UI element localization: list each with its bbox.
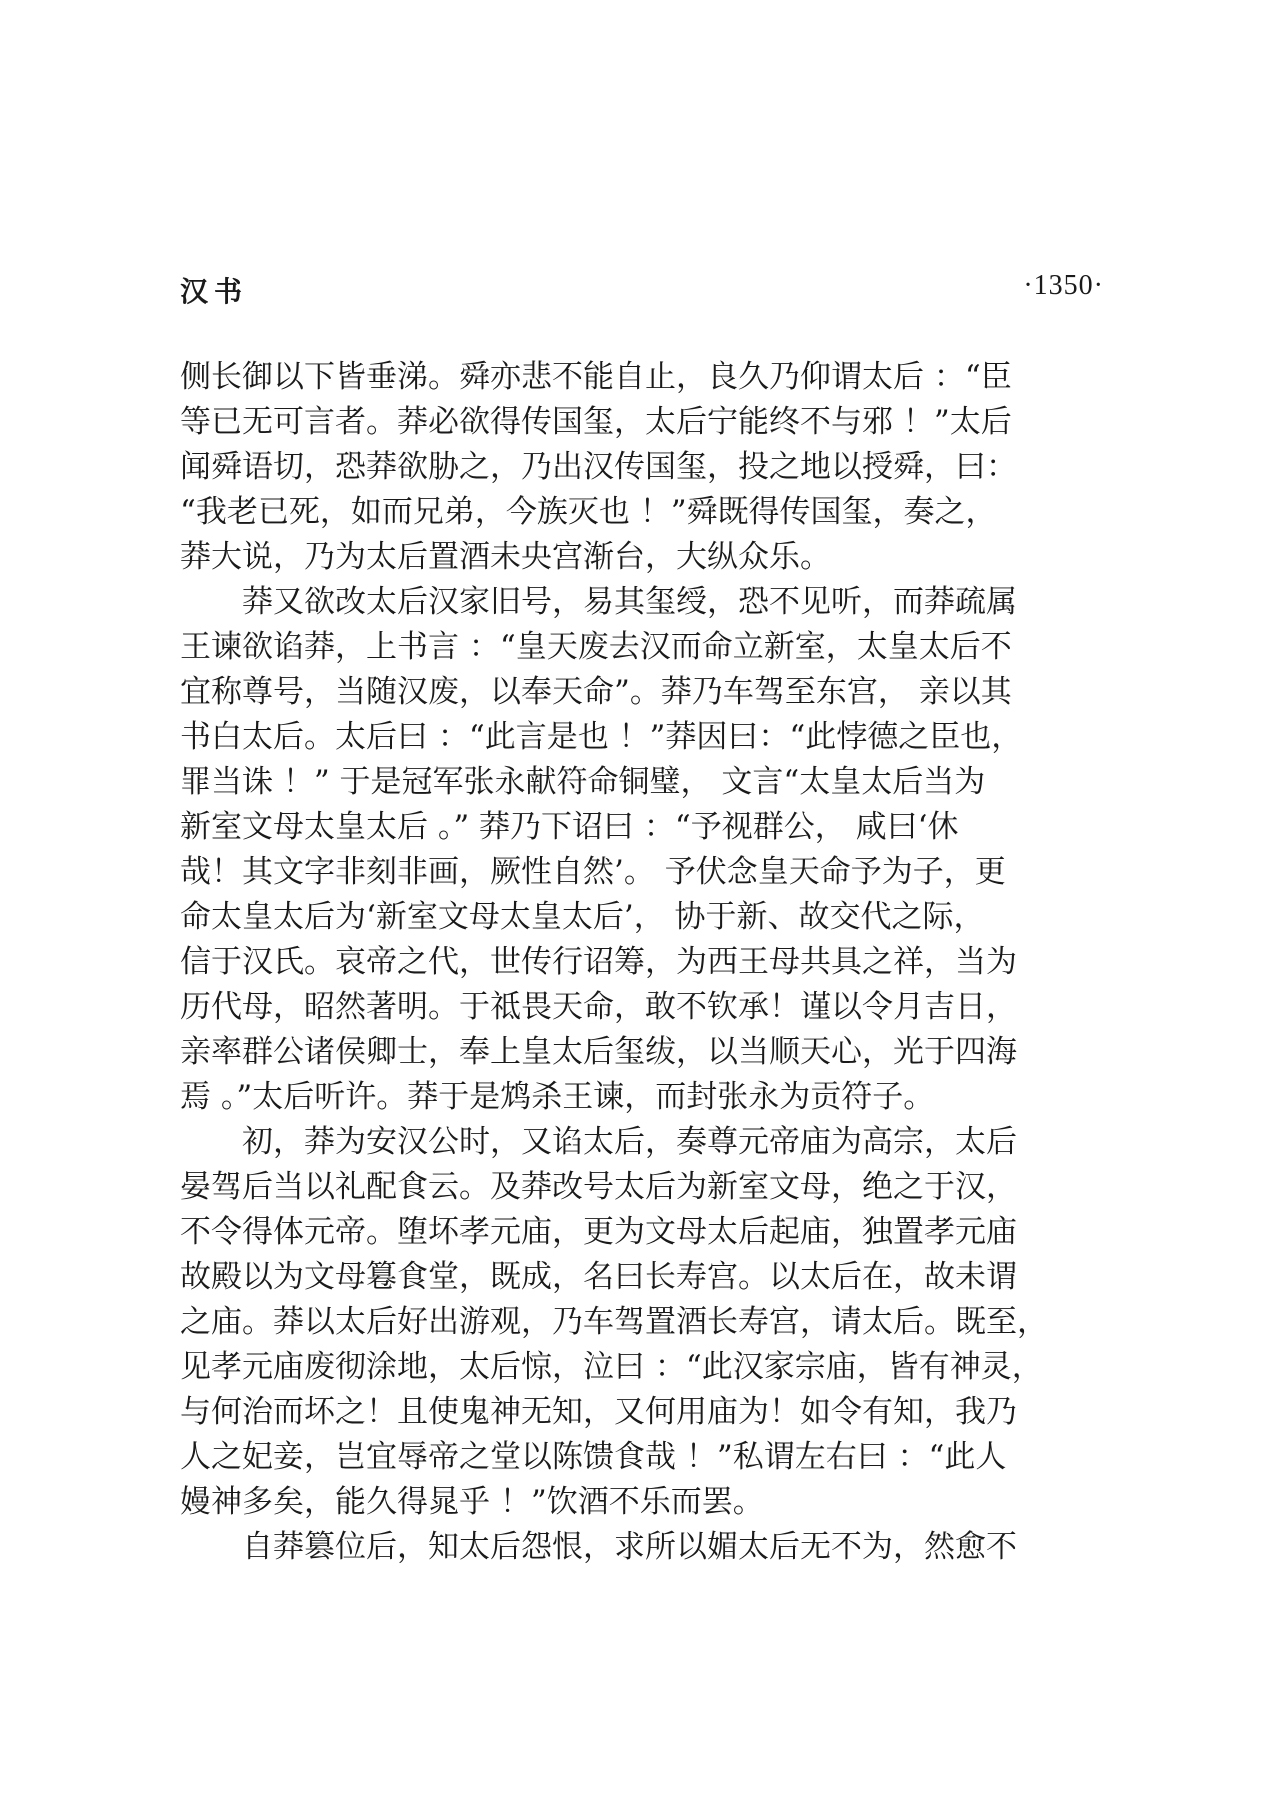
- text-line: 哉！其文字非刻非画，厥性自然’。 予伏念皇天命予为子，更: [180, 854, 1006, 890]
- text-line: 罪当诛 ！” 于是冠军张永献符命铜璧， 文言“太皇太后当为: [180, 764, 986, 800]
- text-line: 之庙。莽以太后好出游观，乃车驾置酒长寿宫，请太后。既至，: [180, 1304, 1048, 1340]
- text-line: “我老已死，如而兄弟，今族灭也 ！”舜既得传国玺，奏之，: [180, 494, 997, 530]
- text-line: 不令得体元帝。堕坏孝元庙，更为文母太后起庙，独置孝元庙: [180, 1214, 1017, 1250]
- text-line: 书白太后。太后曰 ：“此言是也 ！”莽因曰：“此悖德之臣也，: [180, 719, 1023, 755]
- book-title: 汉书: [180, 275, 249, 308]
- text-line: 与何治而坏之！且使鬼神无知，又何用庙为！如令有知，我乃: [180, 1394, 1017, 1430]
- page-number: ·1350·: [1023, 270, 1104, 301]
- text-line: 莽又欲改太后汉家旧号，易其玺绶，恐不见听，而莽疏属: [242, 584, 1017, 620]
- text-line: 等已无可言者。莽必欲得传国玺，太后宁能终不与邪 ！”太后: [180, 404, 1012, 440]
- text-line: 人之妃妾，岂宜辱帝之堂以陈馈食哉 ！”私谓左右曰 ：“此人: [180, 1439, 1007, 1475]
- text-line: 闻舜语切，恐莽欲胁之，乃出汉传国玺，投之地以授舜，曰：: [180, 449, 1017, 485]
- running-header: [180, 270, 1104, 310]
- text-line: 莽大说，乃为太后置酒未央宫渐台，大纵众乐。: [180, 539, 831, 575]
- text-line: 初，莽为安汉公时，又谄太后，奏尊元帝庙为高宗，太后: [242, 1124, 1017, 1160]
- text-line: 嫚神多矣，能久得晁乎 ！”饮酒不乐而罢。: [180, 1484, 764, 1520]
- text-line: 命太皇太后为‘新室文母太皇太后’， 协于新、故交代之际，: [180, 899, 985, 935]
- text-line: 焉 。”太后听许。莽于是鸩杀王谏，而封张永为贡符子。: [180, 1079, 935, 1115]
- text-line: 宜称尊号，当随汉废，以奉天命”。莽乃车驾至东宫， 亲以其: [180, 674, 1012, 710]
- text-line: 历代母，昭然著明。于祗畏天命，敢不钦承！谨以令月吉日，: [180, 989, 1017, 1025]
- text-line: 信于汉氏。哀帝之代，世传行诏筹，为西王母共具之祥，当为: [180, 944, 1017, 980]
- text-line: 晏驾后当以礼配食云。及莽改号太后为新室文母，绝之于汉，: [180, 1169, 1017, 1205]
- text-line: 亲率群公诸侯卿士，奉上皇太后玺绂，以当顺天心，光于四海: [180, 1034, 1017, 1070]
- text-line: 自莽篡位后，知太后怨恨，求所以媚太后无不为，然愈不: [242, 1529, 1017, 1565]
- body-text: [180, 355, 1112, 1570]
- text-line: 新室文母太皇太后 。” 莽乃下诏曰 ：“予视群公， 咸曰‘休: [180, 809, 959, 845]
- text-line: 见孝元庙废彻涂地，太后惊，泣曰 ：“此汉家宗庙，皆有神灵，: [180, 1349, 1043, 1385]
- text-line: 侧长御以下皆垂涕。舜亦悲不能自止，良久乃仰谓太后 ：“臣: [180, 359, 1012, 395]
- text-line: 故殿以为文母篹食堂，既成，名曰长寿宫。以太后在，故未谓: [180, 1259, 1017, 1295]
- text-line: 王谏欲谄莽，上书言 ：“皇天废去汉而命立新室，太皇太后不: [180, 629, 1012, 665]
